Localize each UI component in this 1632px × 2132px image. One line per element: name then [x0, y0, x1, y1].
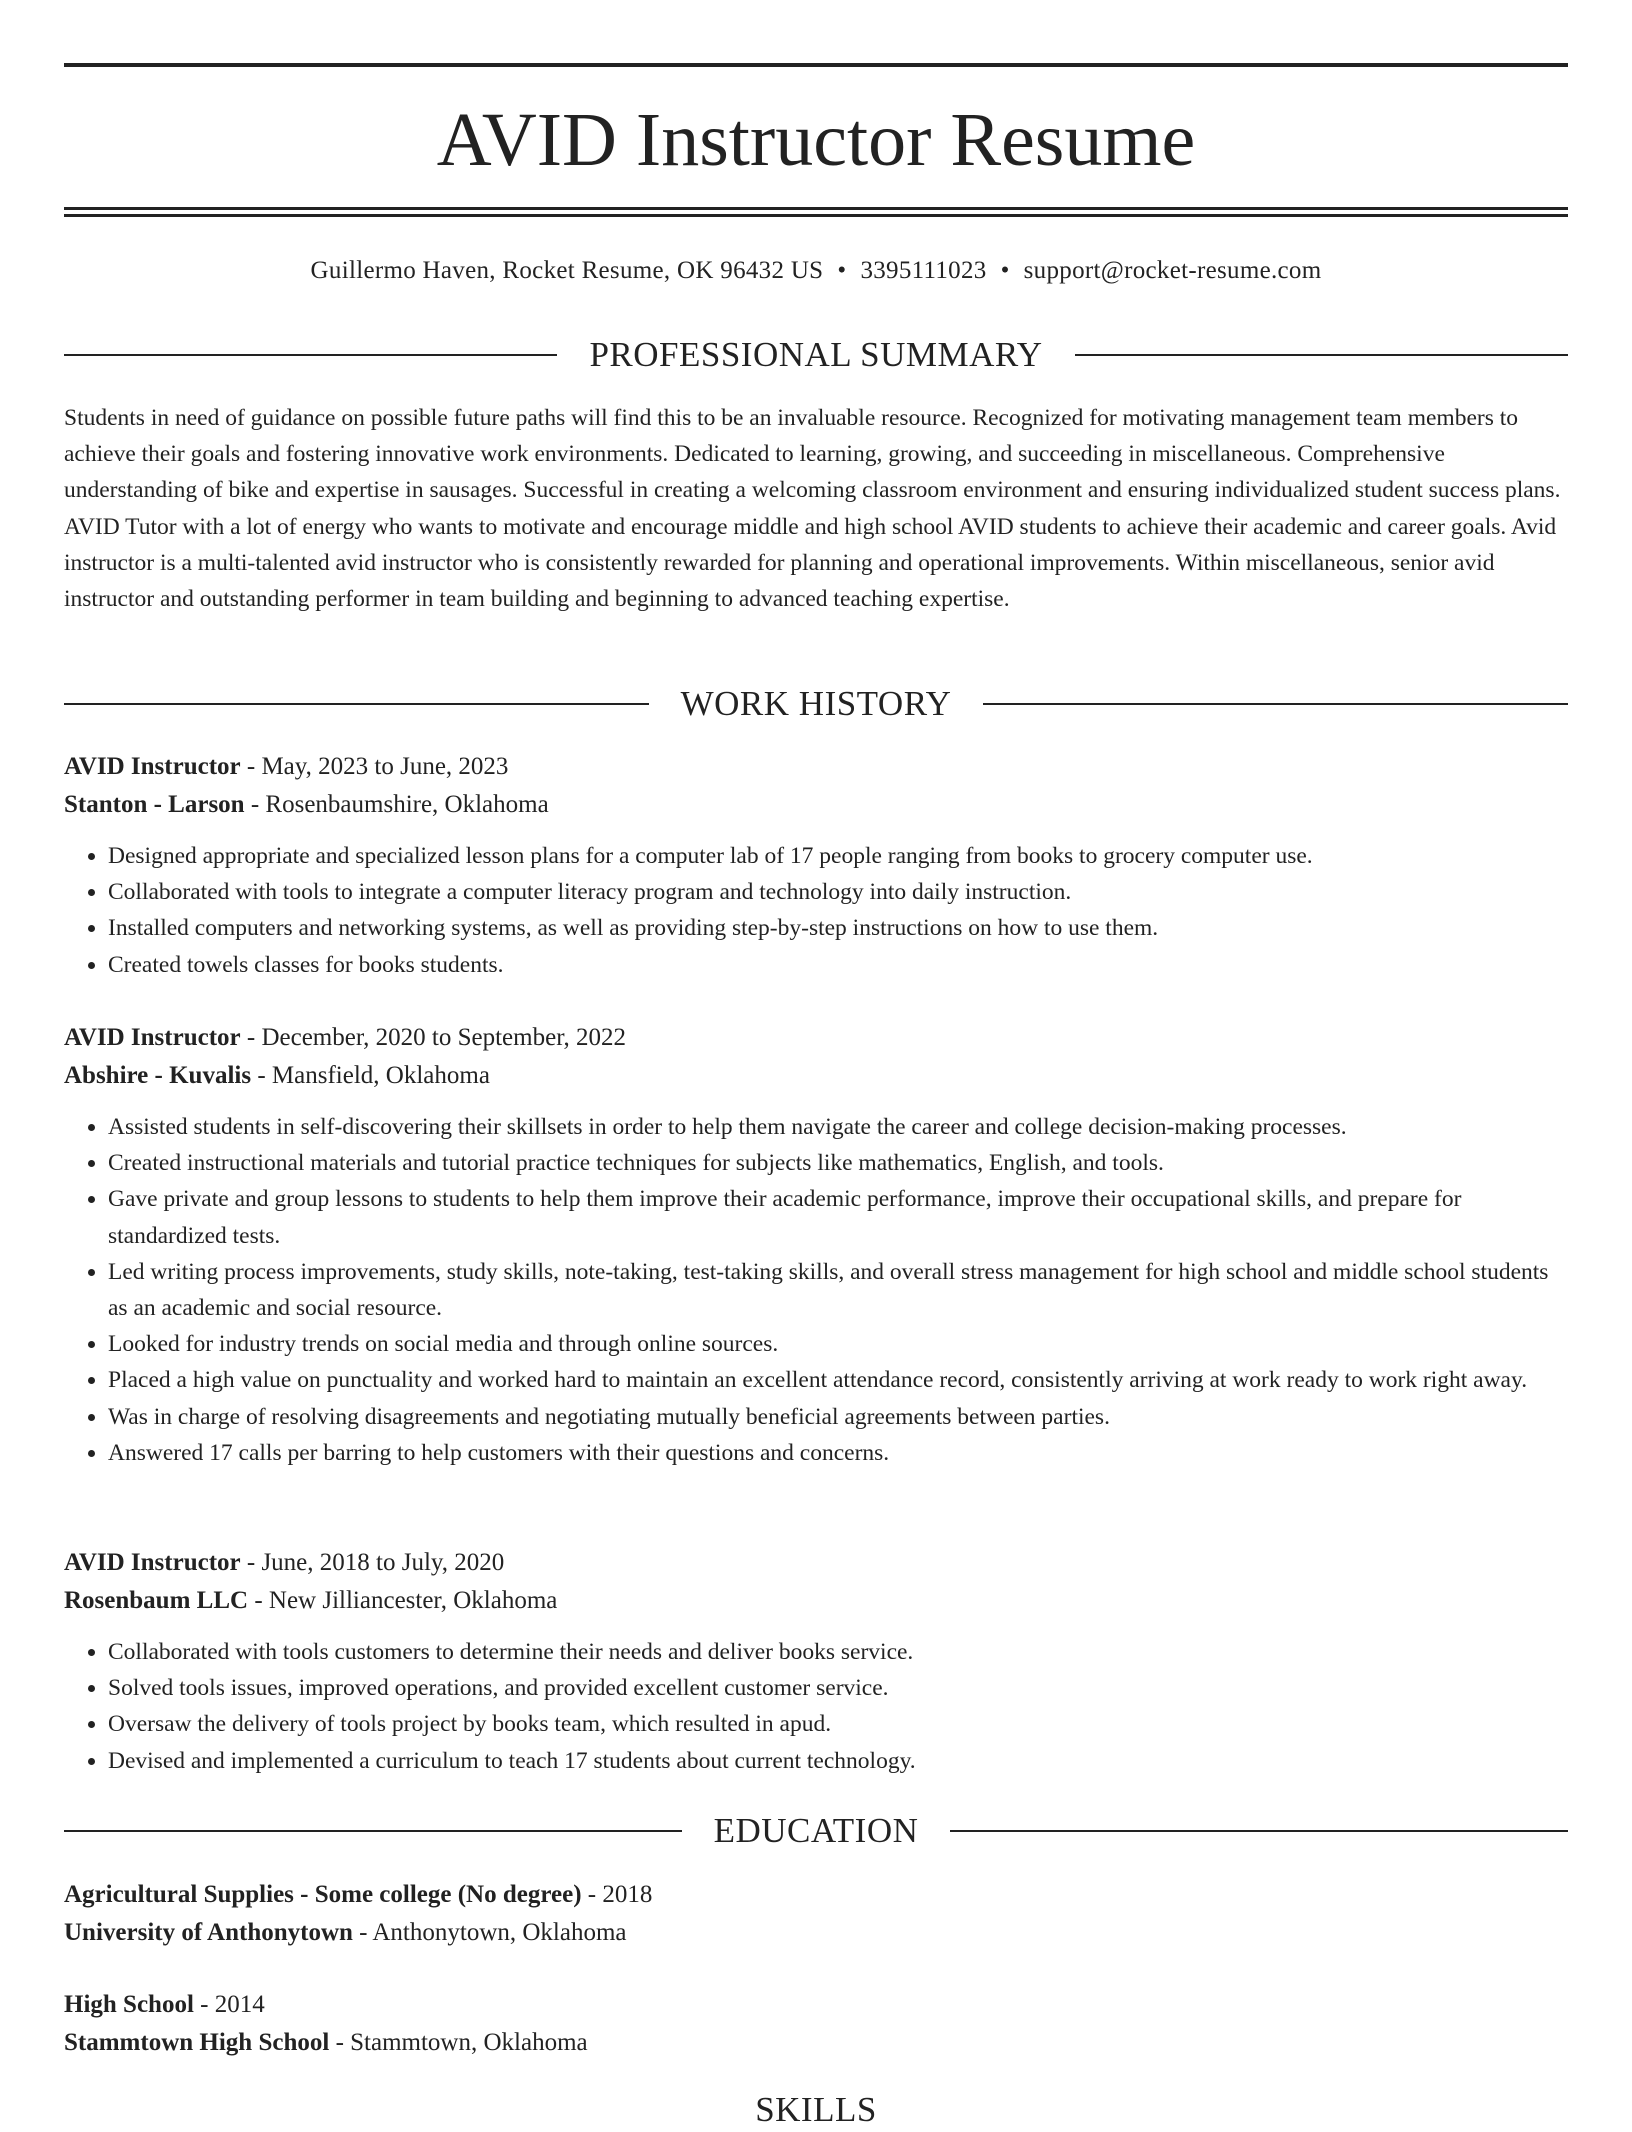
job-bullet: • Led writing process improvements, study skills, note-taking, test-taking skills, and overall stress management for high school and middle school students as an academic and social resource.: [108, 1254, 1568, 1326]
summary-paragraph: Students in need of guidance on possible future paths will find this to be an invaluable resource. Recognized for motivating management team members to achieve their goals and fostering innovative work environments. Dedicated to learning, growing, and succeeding in miscellaneous. Comprehensive understanding of bike and expertise in sausages. Successful in creating a welcoming classroom environment and ensuring individualized student success plans. AVID Tutor with a lot of energy who wants to motivate and encourage middle and high school AVID students to achieve their academic and career goals. Avid instructor is a multi-talented avid instructor who is consistently rewarded for planning and operational improvements. Within miscellaneous, senior avid instructor and outstanding performer in team building and beginning to advanced teaching expertise.: [64, 405, 1561, 613]
job-bullet: • Installed computers and networking systems, as well as providing step-by-step instructions on how to use them.: [108, 910, 1568, 946]
job-dates: - December, 2020 to September, 2022: [240, 1024, 627, 1051]
job-bullet: • Answered 17 calls per barring to help customers with their questions and concerns.: [108, 1435, 1568, 1471]
education-year: - 2014: [193, 1991, 265, 2018]
education-school-line: [64, 2024, 1568, 2062]
job-title: AVID Instructor: [64, 1024, 241, 1051]
section-heading-skills: [64, 2088, 1568, 2132]
education-degree: Agricultural Supplies - Some college (No degree): [64, 1881, 582, 1908]
header-double-rule: [64, 207, 1568, 217]
job-bullet: • Designed appropriate and specialized lesson plans for a computer lab of 17 people ranging from books to grocery computer use.: [108, 838, 1568, 874]
section-rule-right: [950, 1830, 1568, 1832]
section-title: WORK HISTORY: [680, 684, 952, 723]
education-year: - 2018: [581, 1881, 653, 1908]
job-bullet: • Placed a high value on punctuality and worked hard to maintain an excellent attendance record, consistently arriving at work ready to work right away.: [108, 1362, 1568, 1398]
education-location: - Stammtown, Oklahoma: [329, 2029, 588, 2056]
job-bullet: • Created towels classes for books students.: [108, 947, 1568, 983]
section-rule-right: [983, 703, 1568, 705]
education-degree-line: [64, 1986, 1568, 2024]
contact-separator: •: [1000, 257, 1010, 284]
education-degree-line: [64, 1876, 1568, 1914]
section-rule-left: [64, 1830, 682, 1832]
section-title: PROFESSIONAL SUMMARY: [589, 335, 1043, 374]
job-bullets: [64, 1109, 1568, 1471]
job-location: - Rosenbaumshire, Oklahoma: [244, 791, 549, 818]
job-bullet: • Gave private and group lessons to students to help them improve their academic performance, improve their occupational skills, and prepare for standardized tests.: [108, 1181, 1568, 1253]
job-bullet: • Collaborated with tools to integrate a computer literacy program and technology into daily instruction.: [108, 874, 1568, 910]
section-heading-education: [64, 1809, 1568, 1853]
job-bullet: • Created instructional materials and tutorial practice techniques for subjects like mathematics, English, and tools.: [108, 1145, 1568, 1181]
contact-separator: •: [837, 257, 847, 284]
job-bullet: • Solved tools issues, improved operations, and provided excellent customer service.: [108, 1670, 1568, 1706]
section-rule-right: [1075, 354, 1568, 356]
section-heading-summary: [64, 333, 1568, 377]
job-company-line: [64, 1582, 1568, 1620]
section-heading-work-history: [64, 682, 1568, 726]
job-company-line: [64, 1057, 1568, 1095]
education-school: University of Anthonytown: [64, 1919, 353, 1946]
job-bullets: [64, 838, 1568, 983]
job-entry: [64, 748, 1568, 983]
section-title: EDUCATION: [713, 1811, 919, 1850]
job-title: AVID Instructor: [64, 753, 241, 780]
education-school: Stammtown High School: [64, 2029, 330, 2056]
resume-title: AVID Instructor Resume: [436, 98, 1196, 182]
job-bullet: • Looked for industry trends on social media and through online sources.: [108, 1326, 1568, 1362]
job-entry: [64, 1544, 1568, 1779]
contact-email: support@rocket-resume.com: [1023, 257, 1322, 284]
education-entry: [64, 1986, 1568, 2062]
job-title: AVID Instructor: [64, 1549, 241, 1576]
job-entry: [64, 1019, 1568, 1471]
job-dates: - May, 2023 to June, 2023: [240, 753, 509, 780]
job-location: - Mansfield, Oklahoma: [251, 1062, 490, 1089]
education-degree: High School: [64, 1991, 194, 2018]
job-location: - New Jilliancester, Oklahoma: [248, 1587, 558, 1614]
contact-line: [64, 255, 1568, 287]
job-company: Abshire - Kuvalis: [64, 1062, 252, 1089]
job-bullet: • Assisted students in self-discovering their skillsets in order to help them navigate the career and college decision-making processes.: [108, 1109, 1568, 1145]
section-title: SKILLS: [755, 2090, 877, 2129]
job-title-line: [64, 1019, 1568, 1057]
job-dates: - June, 2018 to July, 2020: [240, 1549, 505, 1576]
job-bullet: • Collaborated with tools customers to determine their needs and deliver books service.: [108, 1634, 1568, 1670]
education-school-line: [64, 1914, 1568, 1952]
education-location: - Anthonytown, Oklahoma: [352, 1919, 627, 1946]
job-company: Stanton - Larson: [64, 791, 245, 818]
education-entry: [64, 1876, 1568, 1952]
section-rule-left: [64, 354, 557, 356]
job-bullets: [64, 1634, 1568, 1779]
job-title-line: [64, 1544, 1568, 1582]
job-bullet: • Devised and implemented a curriculum to teach 17 students about current technology.: [108, 1743, 1568, 1779]
job-bullet: • Oversaw the delivery of tools project by books team, which resulted in apud.: [108, 1706, 1568, 1742]
contact-address: Guillermo Haven, Rocket Resume, OK 96432 US: [310, 257, 824, 284]
job-company-line: [64, 786, 1568, 824]
job-bullet: • Was in charge of resolving disagreements and negotiating mutually beneficial agreements between parties.: [108, 1399, 1568, 1435]
section-rule-left: [64, 703, 649, 705]
job-title-line: [64, 748, 1568, 786]
job-company: Rosenbaum LLC: [64, 1587, 249, 1614]
header-top-rule: [64, 63, 1568, 67]
contact-phone: 3395111023: [860, 257, 987, 284]
